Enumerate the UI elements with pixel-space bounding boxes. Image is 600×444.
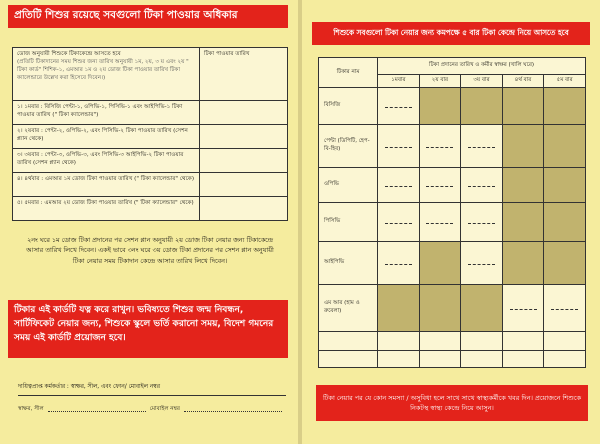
- schedule-description: [13, 48, 200, 101]
- schedule-description: [13, 149, 200, 173]
- left-title-banner: প্রতিটি শিশুর রয়েছে সবগুলো টিকা পাওয়ার অধিকার: [8, 5, 288, 28]
- not-applicable-cell: [502, 242, 544, 285]
- empty-cell[interactable]: [461, 351, 503, 368]
- empty-cell[interactable]: [319, 332, 378, 351]
- schedule-subtext: (প্রতিটি টিকাদানের সময় শিশুর জন্য তারিখ অনুযায়ী ১ম, ২য়, ৩ য় এবং ২য় " টিকা কার্ড" শিশিক-১, এমআর ১ম ও ২য় ডোজ টিকা পাওয়ার তারিখ টিকা ক্যালেন্ডারে উল্লেখ করা হিসেবে দিবেন।): [17, 59, 189, 82]
- date-blank: [468, 182, 495, 187]
- signature-label: স্বাক্ষর, সীল: [18, 406, 44, 412]
- empty-cell[interactable]: [419, 351, 461, 368]
- schedule-row: [13, 149, 288, 173]
- schedule-text: ডোজ অনুযায়ী শিশুকে টিকাকেন্দ্রে আসতে হবে: [17, 51, 121, 57]
- empty-row: [319, 332, 586, 351]
- vaccine-row: [319, 285, 586, 332]
- schedule-text: ৫। ৫মবার : এমআর ২য় ডোজ টিকা পাওয়ার তারিখ (" টিকা ক্যালেন্ডার" থেকে): [17, 200, 194, 206]
- date-blank: [468, 143, 495, 148]
- vaccine-name: এম আর (হাম ও রুবেলা): [319, 285, 378, 332]
- date-entry-cell[interactable]: [378, 242, 420, 285]
- schedule-text: ৪। ৪র্থবার : এমআর ১ম ডোজ টিকা পাওয়ার তারিখ (" টিকা ক্যালেন্ডার" থেকে): [17, 176, 195, 182]
- date-cell[interactable]: [200, 149, 288, 173]
- visit-header: ৩য় বার: [461, 75, 503, 88]
- vaccine-row: [319, 125, 586, 168]
- empty-cell[interactable]: [502, 332, 544, 351]
- vaccine-row: [319, 88, 586, 125]
- date-entry-cell[interactable]: [419, 125, 461, 168]
- not-applicable-cell: [544, 125, 586, 168]
- date-entry-cell[interactable]: [502, 285, 544, 332]
- date-blank: [385, 260, 412, 265]
- not-applicable-cell: [502, 203, 544, 242]
- vaccine-name: আইপিভি: [319, 242, 378, 285]
- not-applicable-cell: [544, 242, 586, 285]
- date-blank: [468, 219, 495, 224]
- not-applicable-cell: [419, 88, 461, 125]
- mobile-line[interactable]: [184, 405, 282, 412]
- not-applicable-cell: [419, 242, 461, 285]
- date-blank: [426, 143, 453, 148]
- date-blank: [385, 219, 412, 224]
- date-blank: [426, 219, 453, 224]
- empty-cell[interactable]: [544, 351, 586, 368]
- empty-cell[interactable]: [378, 351, 420, 368]
- date-blank: [426, 182, 453, 187]
- visit-header: ৪র্থ বার: [502, 75, 544, 88]
- right-title-banner: শিশুকে সবগুলো টিকা নেয়ার জন্য কমপক্ষে ৫ বার টিকা কেন্দ্রে নিয়ে আসতে হবে: [312, 22, 590, 45]
- date-blank: [468, 260, 495, 265]
- empty-cell[interactable]: [319, 351, 378, 368]
- empty-cell[interactable]: [502, 351, 544, 368]
- schedule-description: [13, 173, 200, 197]
- date-blank: [385, 103, 412, 108]
- date-entry-cell[interactable]: [461, 242, 503, 285]
- empty-cell[interactable]: [461, 332, 503, 351]
- schedule-description: [13, 125, 200, 149]
- date-cell[interactable]: [200, 173, 288, 197]
- schedule-row: [13, 48, 288, 101]
- date-blank: [385, 182, 412, 187]
- date-entry-cell[interactable]: [461, 125, 503, 168]
- date-cell[interactable]: [200, 101, 288, 125]
- date-entry-cell[interactable]: [378, 88, 420, 125]
- date-entry-cell[interactable]: [419, 203, 461, 242]
- table-header-row: [319, 58, 586, 75]
- schedule-note: ২নং ঘরে ১ম ডোজ টিকা প্রদানের পর সেশন প্লান অনুযায়ী ২য় ডোজ টিকা নেয়ার জন্য টিকাকেন্দ্রে আসার তারিখ লিখে দিবেন। একই ভাবে ৩নং ঘরে ৩য় ডোজ টিকা প্রদানের পর সেশন প্লান অনুযায়ী টিকা নেয়ার সময় টিকাদান কেন্দ্রে আসার তারিখ লিখে দিবেন।: [26, 236, 274, 265]
- not-applicable-cell: [502, 168, 544, 203]
- schedule-text: ৩। ৩য়বার : পেন্টা-৩, ওপিভি-৩, এবং পিসিভি-৩ আইপিভি-২ টিকা পাওয়ার তারিখ (সেশন প্ল্যান থেকে): [17, 152, 184, 167]
- dates-group-header: টিকা প্রদানের তারিখ ও কর্মীর স্বাক্ষর (খালি ঘরে): [378, 58, 586, 75]
- not-applicable-cell: [502, 125, 544, 168]
- mobile-label: মোবাইল নম্বর: [149, 406, 180, 412]
- date-entry-cell[interactable]: [378, 203, 420, 242]
- not-applicable-cell: [544, 203, 586, 242]
- schedule-text: ২। ২য়বার : পেন্টা-২, ওপিভি-২, এবং পিসিভি-২ টিকা পাওয়ার তারিখ (সেশন প্ল্যান থেকে): [17, 128, 188, 143]
- not-applicable-cell: [461, 88, 503, 125]
- schedule-description: [13, 197, 200, 221]
- signature-row: [18, 405, 286, 414]
- visit-header: ৫ম বার: [544, 75, 586, 88]
- date-entry-cell[interactable]: [461, 168, 503, 203]
- date-entry-cell[interactable]: [461, 203, 503, 242]
- date-blank: [385, 143, 412, 148]
- not-applicable-cell: [378, 285, 420, 332]
- visit-header: ২য় বার: [419, 75, 461, 88]
- vaccine-name: পিসিভি: [319, 203, 378, 242]
- empty-cell[interactable]: [419, 332, 461, 351]
- not-applicable-cell: [461, 285, 503, 332]
- responsible-officer-label: দায়িত্বপ্রাপ্ত কর্মকর্তার : স্বাক্ষর, সীল, এবং ফোন/ মোবাইল নম্বর: [18, 382, 286, 396]
- schedule-row: [13, 125, 288, 149]
- vaccine-name: ওপিভি: [319, 168, 378, 203]
- visit-header: ১মবার: [378, 75, 420, 88]
- schedule-text: ১। ১মবার : বিসিজি পেন্টা-১, ওপিভি-১, পিসিভি-১ এবং আইপিভি-১ টিকা পাওয়ার তারিখ (" টিকা ক্যালেন্ডার"): [17, 104, 183, 119]
- vaccine-row: [319, 203, 586, 242]
- date-entry-cell[interactable]: [378, 168, 420, 203]
- date-entry-cell[interactable]: [378, 125, 420, 168]
- date-column-header: টিকা পাওয়ার তারিখ: [200, 48, 288, 101]
- date-blank: [551, 305, 578, 310]
- not-applicable-cell: [502, 88, 544, 125]
- empty-cell[interactable]: [544, 332, 586, 351]
- left-page: [0, 0, 298, 444]
- vaccination-table: [318, 57, 586, 368]
- not-applicable-cell: [544, 168, 586, 203]
- right-page: [302, 0, 600, 444]
- schedule-table: [12, 47, 288, 221]
- schedule-row: [13, 173, 288, 197]
- vaccine-row: [319, 168, 586, 203]
- schedule-row: [13, 197, 288, 221]
- date-entry-cell[interactable]: [544, 285, 586, 332]
- vaccine-column-header: টিকার নাম: [319, 58, 378, 88]
- not-applicable-cell: [419, 285, 461, 332]
- side-effect-notice: টিকা নেয়ার পর যে কোন সমস্যা / অসুবিধা হলে সাথে সাথে স্বাস্থ্যকর্মীকে খবর দিন। প্রয়োজনে শিশুকে নিকটস্থ স্বাস্থ্য কেন্দ্রে নিয়ে আসুন।: [316, 385, 588, 421]
- date-blank: [510, 305, 537, 310]
- date-cell[interactable]: [200, 197, 288, 221]
- signature-line[interactable]: [48, 405, 146, 412]
- empty-row: [319, 351, 586, 368]
- empty-cell[interactable]: [378, 332, 420, 351]
- schedule-description: [13, 101, 200, 125]
- not-applicable-cell: [544, 88, 586, 125]
- date-entry-cell[interactable]: [419, 168, 461, 203]
- vaccine-row: [319, 242, 586, 285]
- vaccine-name: বিসিজি: [319, 88, 378, 125]
- vaccine-name: পেন্টা (ডিপিটি, হেপ-বি-হিব): [319, 125, 378, 168]
- date-cell[interactable]: [200, 125, 288, 149]
- schedule-row: [13, 101, 288, 125]
- keep-card-notice: টিকার এই কার্ডটি যত্ন করে রাখুন। ভবিষ্যতে শিশুর জন্ম নিবন্ধন, সার্টিফিকেট নেয়ার জন্য, শিশুকে স্কুলে ভর্তি করানো সময়, বিদেশ গমনের সময় এই কার্ডটি প্রয়োজন হবে।: [8, 300, 288, 358]
